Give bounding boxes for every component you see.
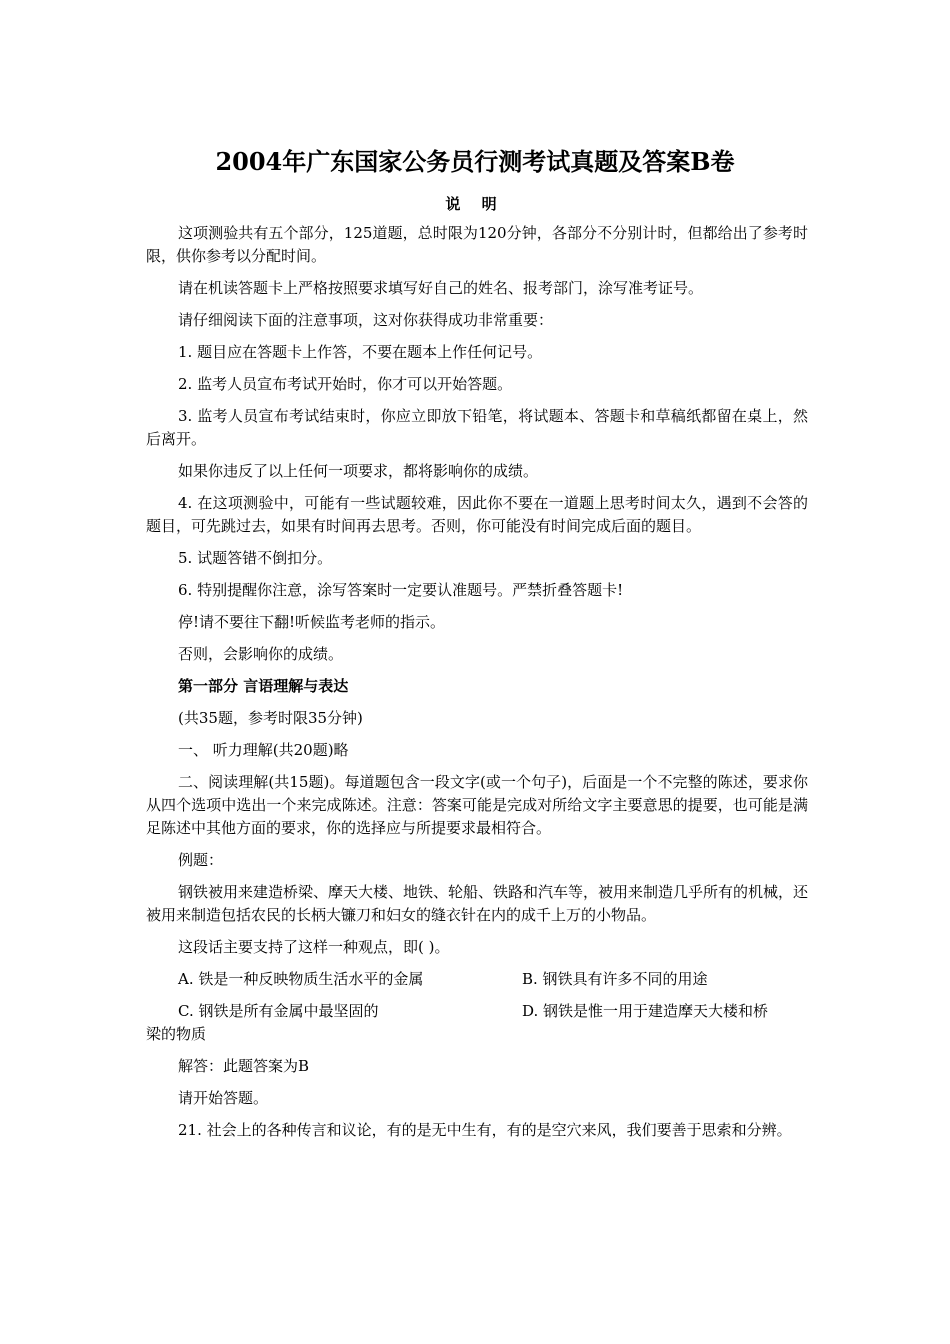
paragraph-answer-sheet: 请在机读答题卡上严格按照要求填写好自己的姓名、报考部门，涂写准考证号。	[178, 279, 704, 297]
start-instruction: 请开始答题。	[178, 1089, 269, 1107]
option-c: C. 钢铁是所有金属中最坚固的	[178, 1002, 379, 1020]
note-3: 3. 监考人员宣布考试结束时，你应立即放下铅笔，将试题本、答题卡和草稿纸都留在桌上，然后离开。	[146, 407, 808, 448]
paragraph-violation: 如果你违反了以上任何一项要求，都将影响你的成绩。	[178, 462, 539, 480]
section-note: (共35题，参考时限35分钟)	[178, 709, 363, 727]
question-21: 21. 社会上的各种传言和议论，有的是无中生有，有的是空穴来风，我们要善于思索和分辨。	[178, 1121, 792, 1139]
option-d-continuation: 梁的物质	[146, 1025, 207, 1043]
paragraph-notice: 请仔细阅读下面的注意事项，这对你获得成功非常重要：	[178, 311, 554, 329]
options-row-cd	[146, 1000, 808, 1046]
paragraph-stop: 停!请不要往下翻!听候监考老师的指示。	[178, 613, 446, 631]
example-answer: 解答：此题答案为B	[178, 1057, 310, 1075]
example-label: 例题：	[178, 851, 224, 869]
instructions-heading: 说 明	[445, 195, 505, 213]
paragraph-otherwise: 否则，会影响你的成绩。	[178, 645, 344, 663]
paragraph-intro: 这项测验共有五个部分，125道题，总时限为120分钟，各部分不分别计时，但都给出了参考时限，供你参考以分配时间。	[146, 224, 808, 265]
note-6: 6. 特别提醒你注意，涂写答案时一定要认准题号。严禁折叠答题卡!	[178, 581, 624, 599]
option-b: B. 钢铁具有许多不同的用途	[522, 970, 708, 988]
example-question: 这段话主要支持了这样一种观点，即( )。	[178, 938, 450, 956]
document-body	[146, 222, 808, 1151]
section-heading: 第一部分 言语理解与表达	[178, 677, 349, 695]
document-title: 2004年广东国家公务员行测考试真题及答案B卷	[215, 147, 735, 176]
option-a: A. 铁是一种反映物质生活水平的金属	[178, 970, 424, 988]
note-4: 4. 在这项测验中，可能有一些试题较难，因此你不要在一道题上思考时间太久，遇到不会答的题目，可先跳过去，如果有时间再去思考。否则，你可能没有时间完成后面的题目。	[146, 494, 808, 535]
option-d: D. 钢铁是惟一用于建造摩天大楼和桥	[522, 1002, 769, 1020]
part-listening: 一、 听力理解(共20题)略	[178, 741, 349, 759]
note-1: 1. 题目应在答题卡上作答，不要在题本上作任何记号。	[178, 343, 543, 361]
options-row-ab	[146, 968, 808, 991]
note-5: 5. 试题答错不倒扣分。	[178, 549, 333, 567]
example-text: 钢铁被用来建造桥梁、摩天大楼、地铁、轮船、铁路和汽车等，被用来制造几乎所有的机械，还被用来制造包括农民的长柄大镰刀和妇女的缝衣针在内的成千上万的小物品。	[146, 883, 809, 924]
note-2: 2. 监考人员宣布考试开始时，你才可以开始答题。	[178, 375, 513, 393]
part-reading: 二、阅读理解(共15题)。每道题包含一段文字(或一个句子)，后面是一个不完整的陈述，要求你从四个选项中选出一个来完成陈述。注意：答案可能是完成对所给文字主要意思的提要，也可能是满足陈述中其他方面的要求，你的选择应与所提要求最相符合。	[146, 773, 808, 837]
